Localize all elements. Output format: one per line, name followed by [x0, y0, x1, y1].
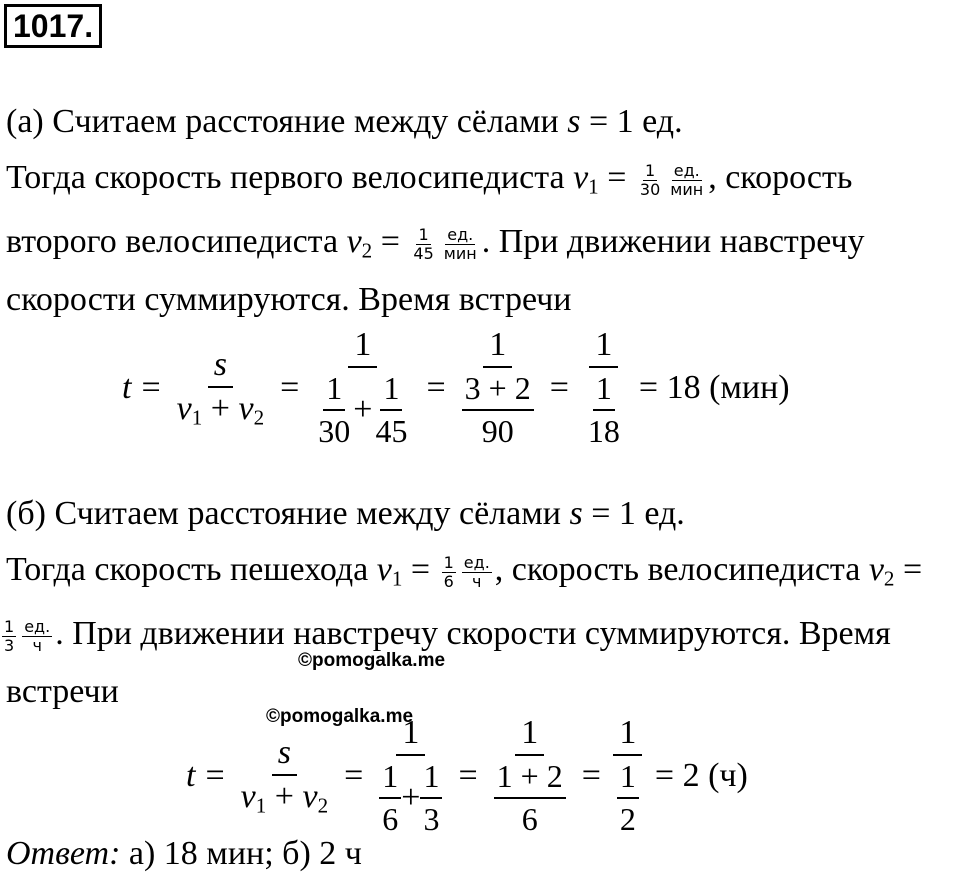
s-over-sum: $\frac{s}{v_1 + v_2}$ — [240, 733, 329, 818]
part-a-line-3-text: второго велосипедиста — [6, 223, 339, 260]
one-over-sum-fraction: $\frac{1}{\frac{3 + 2}{90}}$ — [456, 326, 540, 450]
part-b-line-2: Тогда скорость пешехода $v_1$ = $\frac{1}{6}$ ед. ч , скорость велосипедиста $v_2$ = — [6, 551, 923, 591]
part-b-line-4: встречи — [6, 673, 119, 710]
v1-symbol: $v_1$ — [573, 159, 599, 199]
watermark: ©pomogalka.me — [298, 650, 446, 671]
part-a-line-3: второго велосипедиста $v_2$ = $\frac{1}{45}$ ед. мин . При движении навстречу — [6, 223, 865, 263]
part-b-line-3: $\frac{1}{3}$ ед. ч . При движении навстречу скорости суммируются. Время — [4, 615, 891, 655]
v1-symbol: $v_1$ — [376, 551, 403, 591]
v2-symbol: $v_2$ — [868, 551, 895, 591]
part-a-line-4: скорости суммируются. Время встречи — [6, 281, 572, 318]
answer-label: Ответ: — [6, 835, 121, 872]
part-a-line-2: Тогда скорость первого велосипедиста $v_1$ = $\frac{1}{30}$ ед. мин , скорость — [6, 159, 853, 199]
one-over-fraction-sum: 1 1 6 + $\frac{1}{3}$ — [373, 714, 448, 838]
s-var: s — [567, 103, 581, 140]
part-a-line-1-text: (а) Считаем расстояние между сёлами — [6, 103, 559, 140]
s-over-sum: $\frac{s}{v_1 + v_2}$ — [176, 345, 265, 430]
v2-symbol: $v_2$ — [346, 223, 373, 263]
answer-line — [6, 834, 362, 874]
unit-fraction: ед. ч — [463, 552, 490, 591]
v1-value-fraction: $\frac{1}{30}$ — [639, 160, 661, 199]
part-b-result: = 2 (ч) — [654, 757, 748, 794]
unit-fraction: ед. мин — [443, 224, 477, 263]
part-a-line-1 — [6, 102, 683, 142]
problem-number: 1017. — [4, 4, 102, 48]
watermark: ©pomogalka.me — [266, 706, 414, 727]
part-a-equation: t = $\frac{s}{v_1 + v_2}$ = 1 1 30 + $\frac{1}{45}$ = $\frac{1}{\frac{3 + 2}{90}}$ = $\frac{1}{\frac{1}{18}}$ = 18 (мин) — [122, 326, 790, 449]
part-b-line-1-text: (б) Считаем расстояние между сёлами — [6, 495, 561, 532]
eq-one: = 1 ед. — [588, 103, 683, 140]
one-over-one-half: $\frac{1}{\frac{1}{2}}$ — [611, 714, 645, 838]
unit-fraction: ед. ч — [24, 616, 51, 655]
answer-text: а) 18 мин; б) 2 ч — [128, 835, 362, 872]
part-a-line-2-text: Тогда скорость первого велосипедиста — [6, 159, 565, 196]
part-b-equation: t = $\frac{s}{v_1 + v_2}$ = 1 1 6 + $\frac{1}{3}$ = $\frac{1}{\frac{1 + 2}{6}}$ = $\frac{1}{\frac{1}{2}}$ = 2 (ч) — [186, 714, 748, 837]
part-b-line-2-text: Тогда скорость пешехода — [6, 551, 369, 588]
part-b-line-1: (б) Считаем расстояние между сёлами s = 1 ед. — [6, 495, 685, 532]
unit-fraction: ед. мин — [670, 160, 704, 199]
one-over-one-eighteenth: $\frac{1}{\frac{1}{18}}$ — [587, 326, 620, 449]
one-over-fraction-sum: 1 1 30 + $\frac{1}{45}$ — [318, 326, 408, 449]
part-a-result: = 18 (мин) — [638, 369, 790, 406]
v1-value-fraction: $\frac{1}{6}$ — [443, 552, 454, 591]
v2-value-fraction: $\frac{1}{3}$ — [4, 616, 15, 655]
one-over-sum-fraction: $\frac{1}{\frac{1 + 2}{6}}$ — [488, 714, 572, 838]
v2-value-fraction: $\frac{1}{45}$ — [413, 224, 434, 263]
